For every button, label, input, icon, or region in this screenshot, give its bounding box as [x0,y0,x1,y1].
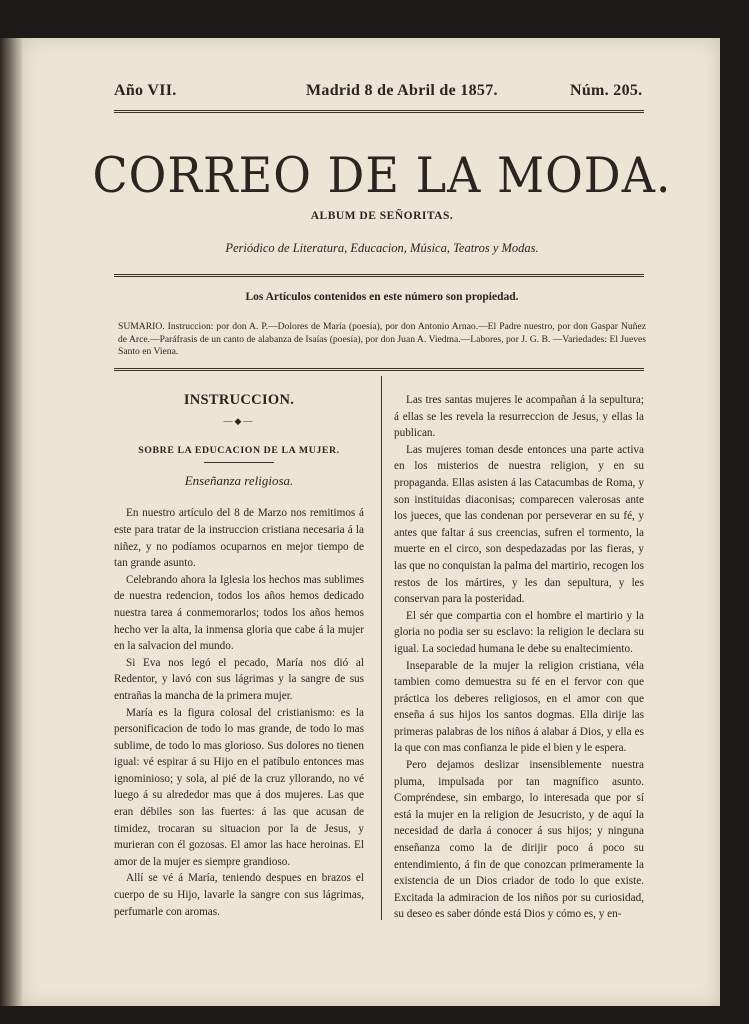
masthead-subtitle: ALBUM DE SEÑORITAS. [310,210,454,222]
section-heading: Enseñanza religiosa. [184,472,294,488]
paragraph: María es la figura colosal del cristianismo: es la personificacion de todo lo mas grande, de todo lo mas sublime, de todo lo mas glorioso. Sus dolores no tienen igual: vé espirar á su Hijo en el patíbulo entonces mas ignominioso; y sola, al pié de la cruz yllorando, no vé luego á su alrededor mas que á dos mujeres. Las que eran débiles son las fuertes: á las que acusan de timidez, trocaran su situacion por la de Jesus, y murieran con él gozosas. El amor las hace heroinas. El amor de la mujer es siempre grandioso. [114,706,364,868]
property-notice: Los Artículos contenidos en este número son propiedad. [245,291,519,303]
header-rule [114,110,644,113]
newspaper-page [22,38,720,1006]
paragraph: Las mujeres toman desde entonces una parte activa en los misterios de nuestra religion, y en su propaganda. Ellas asisten á las Catacumbas de Roma, y son instituidas diaconisas; comparecen valerosas ante los jueces, que las condenan por perseverar en su fé, y antes que faltar á sus creencias, sufren el tormento, la muerte en el circo, son despedazadas por las fieras, y las que no conquistan la palma del martirio, recogen los restos de los mártires, y les dan sepultura, y les conservan para la posteridad. [394,443,644,606]
ornament-divider: —◆— [223,415,255,426]
article-title: INSTRUCCION. [183,392,295,408]
paragraph: Inseparable de la mujer la religion cristiana, véla tambien como demuestra su fé en el fervor con que práctica los deberes religiosos, en el amor con que enseña á sus hijos los santos dogmas. Ella dirije las primeras palabras de los niños á alabar á Dios, y ella es la que con mas confianza le pide el bien y le espera. [394,659,644,755]
issue-year: Año VII. [114,82,177,99]
subtitle-rule [204,462,274,463]
masthead-title: CORREO DE LA MODA. [92,146,672,204]
paragraph: En nuestro artículo del 8 de Marzo nos remitimos á este para tratar de la instruccion cristiana necesaria á la niñez, y no podíamos ocuparnos en mejor tiempo de tan grande asunto. [114,507,364,570]
paragraph: Las tres santas mujeres le acompañan á la sepultura; á ellas se les revela la resurreccion de Jesus, y ellas la publican. [394,394,644,440]
summary-block: SUMARIO. Instruccion: por don A. P.—Dolores de María (poesía), por don Antonio Arnao.—El Padre nuestro, por don Gaspar Nuñez de Arce.—Paráfrasis de un canto de alabanza de Isaías (poesía), por don Juan A. Viedma.—Labores, por J. G. B. —Variedades: El Jueves Santo en Viena. [118,321,646,358]
issue-date: Madrid 8 de Abril de 1857. [306,82,498,99]
paragraph: Allí se vé á María, teniendo despues en brazos el cuerpo de su Hijo, lavarle la sangre con sus lágrimas, perfumarle con aromas. [114,872,364,918]
summary-rule [114,368,644,371]
paragraph: Pero dejamos deslizar insensiblemente nuestra pluma, impulsada por tan magnífico asunto. Compréndese, sin embargo, lo interesada que por sí está la mujer en la religion de Jesucristo, y de aquí la necesidad de darla á conocer á sus hijos; y ninguna enseñanza como la de dirijir poco á poco su entendimiento, á fin de que conozcan primeramente la existencia de un Dios criador de todo lo que existe. Excitada la admiracion de los niños por su curiosidad, su deseo es saber dónde está Dios y cómo es, y en- [394,759,644,921]
paragraph: Si Eva nos legó el pecado, María nos dió al Redentor, y lavó con sus lágrimas y la sangre de sus entrañas la mancha de la primera mujer. [114,656,364,702]
paragraph: El sér que compartia con el hombre el martirio y la gloria no podia ser su esclavo: la religion le declara su igual. La sociedad humana le debe su enaltecimiento. [394,609,644,655]
column-divider [381,376,382,920]
paragraph: Celebrando ahora la Iglesia los hechos mas sublimes de nuestra redencion, todos los años hemos dedicado nuestra tarea á conmemorarlos; todos los años hemos hecho ver la alta, la inmensa gloria que cabe á la mujer en la salvacion del mundo. [114,573,364,653]
masthead-tagline: Periódico de Literatura, Educacion, Música, Teatros y Modas. [225,241,539,255]
article-subtitle: SOBRE LA EDUCACION DE LA MUJER. [138,445,340,457]
masthead-rule [114,274,644,277]
book-spine [0,38,22,1006]
article-right-column [394,392,644,923]
article-left-column [114,392,364,920]
issue-number: Núm. 205. [570,82,643,99]
